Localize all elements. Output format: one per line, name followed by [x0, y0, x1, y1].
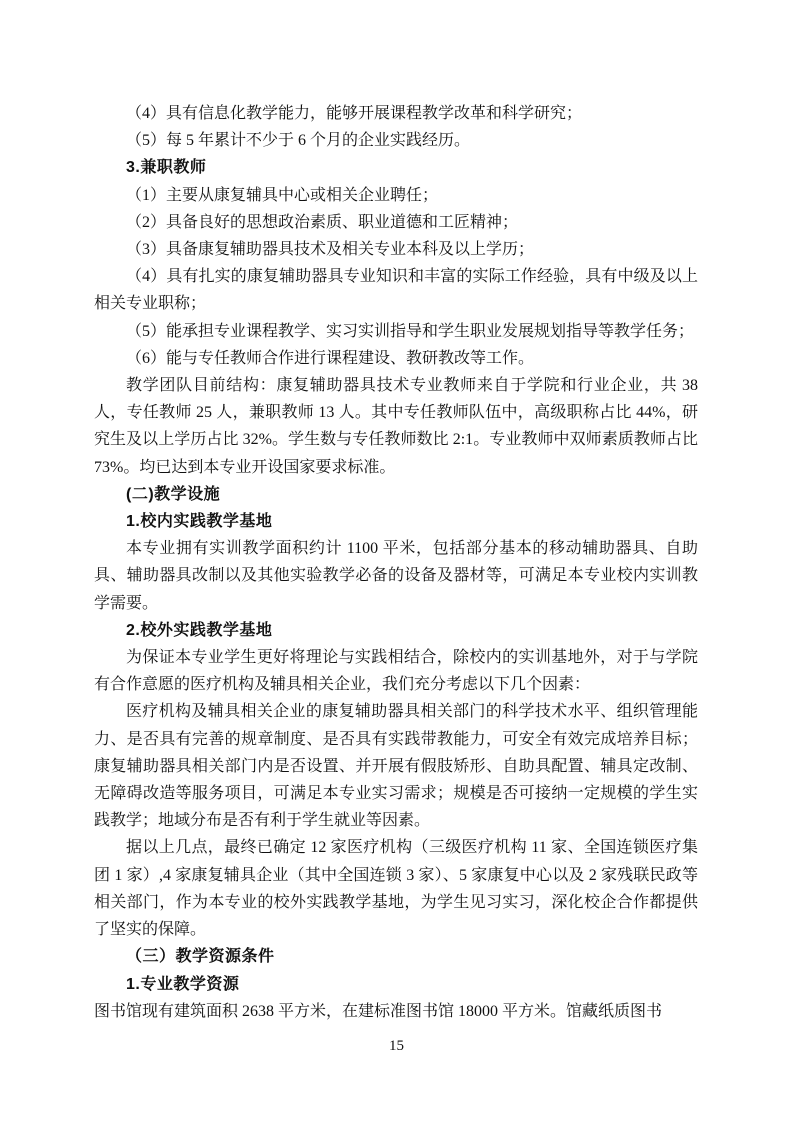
section-heading: （三）教学资源条件: [126, 948, 275, 966]
list-item: （5）能承担专业课程教学、实习实训指导和学生职业发展规划指导等教学任务；: [126, 322, 695, 340]
body-paragraph: 教学团队目前结构：康复辅助器具技术专业教师来自于学院和行业企业，共 38 人，专任教师 25 人，兼职教师 13 人。其中专任教师队伍中，高级职称占比 44%，研究生及以上学历占比 32%。学生数与专任教师数比 2:1。专业教师中双师素质教师占比 73%。均已达到本专业开设国家要求标准。: [94, 377, 698, 476]
list-item: （3）具备康复辅助器具技术及相关专业本科及以上学历；: [126, 241, 535, 259]
list-item: （1）主要从康复辅具中心或相关企业聘任；: [126, 186, 439, 204]
list-item: （2）具备良好的思想政治素质、职业道德和工匠精神；: [126, 213, 519, 231]
list-item: （4）具有扎实的康复辅助器具专业知识和丰富的实际工作经验，具有中级及以上相关专业职称；: [94, 268, 698, 313]
page-number: 15: [389, 1038, 404, 1054]
body-paragraph: 本专业拥有实训教学面积约计 1100 平米，包括部分基本的移动辅助器具、自助具、辅助器具改制以及其他实验教学必备的设备及器材等，可满足本专业校内实训教学需要。: [94, 540, 698, 612]
document-body: [94, 100, 698, 1025]
body-paragraph: 图书馆现有建筑面积 2638 平方米，在建标准图书馆 18000 平方米。馆藏纸质图书: [94, 1002, 663, 1020]
section-heading: 3.兼职教师: [126, 159, 207, 177]
section-heading: 1.校内实践教学基地: [126, 513, 273, 531]
section-heading: 2.校外实践教学基地: [126, 621, 273, 639]
list-item: （6）能与专任教师合作进行课程建设、教研教改等工作。: [126, 349, 535, 367]
list-item: （5）每 5 年累计不少于 6 个月的企业实践经历。: [126, 132, 471, 150]
section-heading: 1.专业教学资源: [126, 975, 240, 993]
body-paragraph: 据以上几点，最终已确定 12 家医疗机构（三级医疗机构 11 家、全国连锁医疗集团 1 家）,4 家康复辅具企业（其中全国连锁 3 家）、5 家康复中心以及 2 家残联民政等相关部门，作为本专业的校外实践教学基地，为学生见习实习，深化校企合作都提供了坚实的保障。: [94, 839, 698, 939]
body-paragraph: 为保证本专业学生更好将理论与实践相结合，除校内的实训基地外，对于与学院有合作意愿的医疗机构及辅具相关企业，我们充分考虑以下几个因素：: [94, 649, 698, 694]
list-item: （4）具有信息化教学能力，能够开展课程教学改革和科学研究；: [126, 105, 583, 122]
section-heading: (二)教学设施: [126, 485, 221, 503]
body-paragraph: 医疗机构及辅具相关企业的康复辅助器具相关部门的科学技术水平、组织管理能力、是否具有完善的规章制度、是否具有实践带教能力，可安全有效完成培养目标；康复辅助器具相关部门内是否设置、并开展有假肢矫形、自助具配置、辅具定改制、无障碍改造等服务项目，可满足本专业实习需求；规模是否可接纳一定规模的学生实践教学；地域分布是否有利于学生就业等因素。: [94, 703, 698, 830]
